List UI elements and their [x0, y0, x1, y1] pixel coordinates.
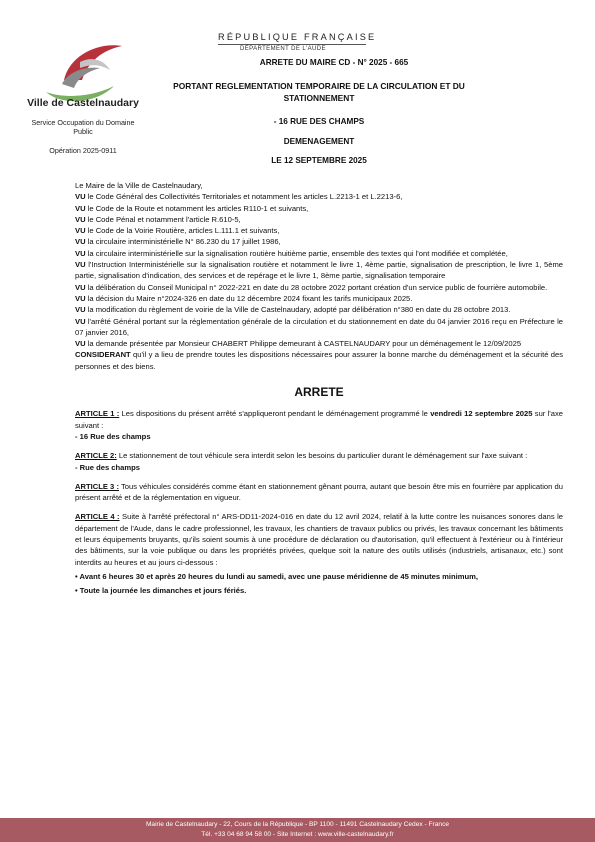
vu-text: l'arrêté Général portant sur la réglementation générale de la circulation et du stationnement en date du 04 janvier 2016 reçu en Préfecture le 07 janvier 2016,: [75, 316, 563, 337]
article-2-street-text: - Rue des champs: [75, 462, 140, 472]
article-2: [75, 450, 563, 461]
operation-number: Opération 2025-0911: [49, 146, 117, 155]
footer-contact: Tél. +33 04 68 94 58 00 - Site Internet : www.ville-castelnaudary.fr: [201, 831, 394, 838]
vu-list: [75, 191, 563, 349]
vu-text: le Code Général des Collectivités Territoriales et notamment les articles L.2213-1 et L.2213-6,: [85, 192, 403, 202]
considerant-keyword: CONSIDERANT: [75, 350, 131, 360]
article-2-text: Le stationnement de tout véhicule sera interdit selon les besoins du particulier durant le déménagement sur l'axe suivant :: [116, 451, 528, 461]
article-4-bullet: [75, 585, 563, 596]
vu-keyword: VU: [75, 192, 86, 202]
page-footer: [0, 818, 595, 842]
republic-heading: RÉPUBLIQUE FRANÇAISE: [218, 32, 377, 42]
arrete-address: - 16 RUE DES CHAMPS: [273, 117, 365, 126]
maire-line: Le Maire de la Ville de Castelnaudary,: [75, 181, 203, 190]
vu-item: [75, 316, 563, 339]
article-1-street-text: - 16 Rue des champs: [75, 431, 151, 441]
vu-item: [75, 293, 563, 304]
article-4-bullet-text: • Avant 6 heures 30 et après 20 heures du lundi au samedi, avec une pause méridienne de 45 minutes minimum,: [75, 571, 479, 581]
article-1-date: vendredi 12 septembre 2025: [430, 409, 533, 419]
vu-text: la demande présentée par Monsieur CHABERT Philippe demeurant à CASTELNAUDARY pour un déménagement le 12/09/2025: [85, 339, 522, 349]
vu-keyword: VU: [75, 226, 86, 236]
vu-text: l'Instruction Interministérielle sur la signalisation routière et notamment le livre 1, 4ème partie, signalisation de prescription, le livre 1, 5ème partie, signalisation d'indication, des services et de repérage et le livre 1, 8ème partie, signalisation temporaire: [75, 260, 563, 281]
footer-address: Mairie de Castelnaudary - 22, Cours de la République - BP 1100 - 11491 Castelnaudary Cedex - France: [145, 821, 450, 828]
vu-text: la circulaire interministérielle N° 86.230 du 17 juillet 1986,: [85, 237, 281, 247]
arrete-title: ARRETE: [294, 385, 344, 400]
article-1-text-2: sur l'axe suivant :: [75, 409, 563, 430]
document-body: [75, 180, 563, 597]
considerant-paragraph: [75, 349, 563, 372]
article-1: [75, 408, 563, 431]
vu-text: la décision du Maire n°2024-326 en date du 12 décembre 2024 fixant les tarifs municipaux 2025.: [85, 293, 413, 303]
vu-keyword: VU: [75, 282, 86, 292]
vu-keyword: VU: [75, 260, 86, 270]
vu-item: [75, 282, 563, 293]
vu-text: la modification du règlement de voirie de la Ville de Castelnaudary, adopté par délibération n°380 en date du 28 octobre 2013.: [85, 305, 511, 315]
arrete-date: LE 12 SEPTEMBRE 2025: [271, 156, 367, 165]
vu-item: [75, 203, 563, 214]
vu-keyword: VU: [75, 339, 86, 349]
article-1-label: ARTICLE 1 :: [75, 409, 120, 419]
vu-keyword: VU: [75, 293, 86, 303]
considerant-text: qu'il y a lieu de prendre toutes les dispositions nécessaires pour assurer la bonne marche du déménagement et la sécurité des personnes et des biens.: [75, 350, 563, 371]
article-2-street: [75, 462, 563, 473]
arrete-number: ARRETE DU MAIRE CD - N° 2025 - 665: [259, 58, 409, 67]
vu-item: [75, 225, 563, 236]
arrete-subject: PORTANT REGLEMENTATION TEMPORAIRE DE LA CIRCULATION ET DU STATIONNEMENT: [173, 81, 465, 103]
vu-keyword: VU: [75, 248, 86, 258]
vu-keyword: VU: [75, 203, 86, 213]
article-1-street: [75, 431, 563, 442]
vu-item: [75, 248, 563, 259]
article-4-label: ARTICLE 4 :: [75, 512, 120, 522]
article-3-text: Tous véhicules considérés comme étant en stationnement gênant pourra, autant que besoin être mis en fourrière par application du présent arrêté et de la réglementation en vigueur.: [75, 481, 563, 503]
vu-text: le Code de la Voirie Routière, articles L.111.1 et suivants,: [85, 226, 280, 236]
article-1-text: Les dispositions du présent arrêté s'appliqueront pendant le déménagement programmé le: [119, 409, 431, 419]
article-4: [75, 511, 563, 567]
article-3-label: ARTICLE 3 :: [75, 481, 119, 491]
article-4-text: Suite à l'arrêté préfectoral n° ARS-DD11-2024-016 en date du 12 avril 2024, relatif à la lutte contre les nuisances sonores dans le département de l'Aude, dans le cadre professionnel, les travaux, les chantiers de travaux publics ou privés, les travaux concernant les bâtiments et leurs équipements bruyants, qu'ils soient soumis à une procédure de déclaration ou d'autorisation, qu'il effectuent à l'extérieur ou à l'intérieur des bâtiments, sur la voie publique ou dans les propriétés privées, quelque soit la nature des outils utilisés (industriels, artisanaux, etc.) sont interdits au heures et au jours ci-dessous :: [75, 512, 563, 567]
vu-item: [75, 191, 563, 202]
vu-item: [75, 259, 563, 282]
arrete-reason: DEMENAGEMENT: [283, 137, 355, 146]
vu-item: [75, 304, 563, 315]
vu-item: [75, 236, 563, 247]
article-2-label: ARTICLE 2:: [75, 451, 117, 461]
article-4-bullet-text: • Toute la journée les dimanches et jours fériés.: [75, 586, 247, 596]
vu-text: le Code de la Route et notamment les articles R110-1 et suivants,: [85, 203, 309, 213]
vu-text: le Code Pénal et notamment l'article R.610-5,: [85, 214, 241, 224]
vu-text: la délibération du Conseil Municipal n° 2022-221 en date du 28 octobre 2022 portant création d'un service public de fourrière automobile.: [85, 282, 548, 292]
vu-item: [75, 338, 563, 349]
town-name: Ville de Castelnaudary: [27, 97, 139, 109]
article-4-bullet: [75, 571, 563, 582]
vu-keyword: VU: [75, 316, 86, 326]
service-label: Service Occupation du Domaine Public: [31, 118, 135, 136]
article-3: [75, 481, 563, 504]
divider: [218, 44, 366, 45]
vu-keyword: VU: [75, 237, 86, 247]
department-label: DÉPARTEMENT DE L'AUDE: [240, 46, 326, 52]
vu-text: la circulaire interministérielle sur la signalisation routière huitième partie, ensemble des textes qui l'ont modifiée et complétée,: [85, 248, 508, 258]
vu-keyword: VU: [75, 214, 86, 224]
vu-item: [75, 214, 563, 225]
vu-keyword: VU: [75, 305, 86, 315]
